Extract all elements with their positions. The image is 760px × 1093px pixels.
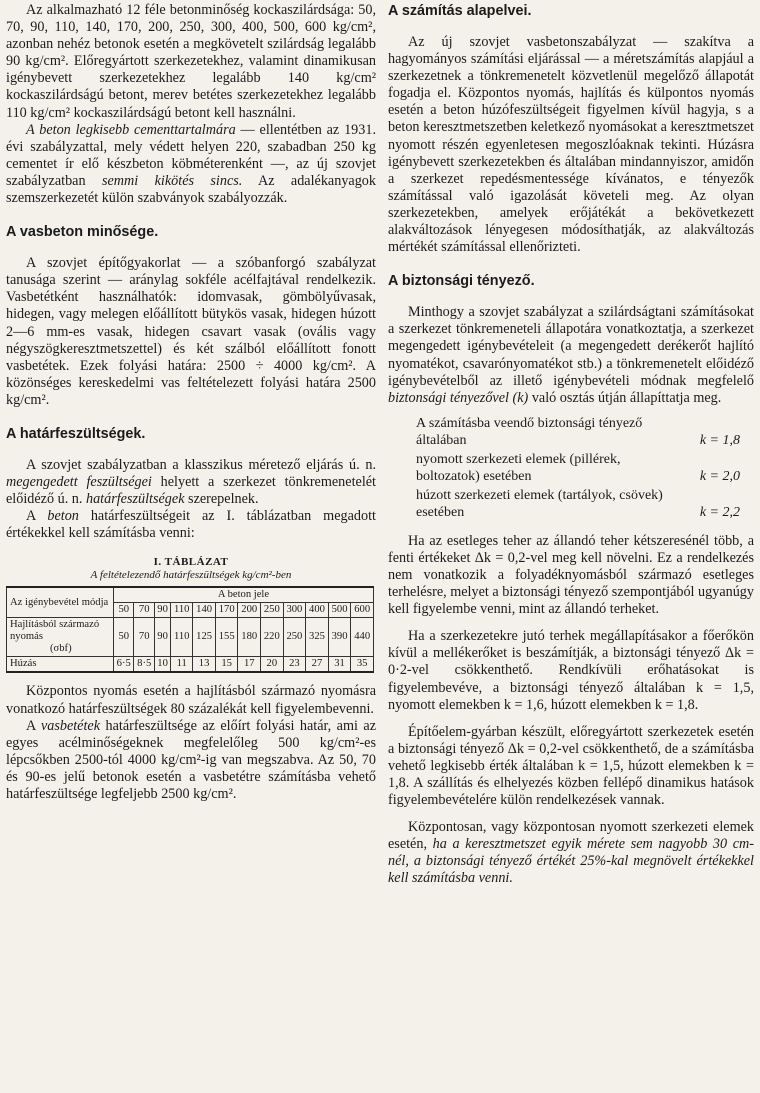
table-cell: 70: [134, 618, 154, 657]
paragraph-small-sections: [388, 819, 754, 887]
table-grade-cell: 110: [171, 603, 193, 618]
limit-text-b: megengedett feszültségei: [6, 474, 152, 491]
table-grade-cell: 200: [238, 603, 261, 618]
table-cell: 250: [283, 618, 306, 657]
concrete-limit-c: határfeszültségeit az I. táblázatban megadott értékekkel kell számításba venni:: [6, 508, 376, 542]
limit-stress-table: [6, 586, 374, 673]
table-grade-cell: 50: [114, 603, 134, 618]
k1-text: A számításba veendő biztonsági tényező általában: [416, 415, 643, 448]
table-cell: 325: [306, 618, 329, 657]
small-b: ha a keresztmetszet egyik mérete sem nagyobb 30 cm-nél, a biztonsági tényező értékét 25%-kal megnövelt értékekkel kell számításba venni.: [388, 836, 755, 887]
table-grade-cell: 500: [328, 603, 351, 618]
table-row: [7, 618, 374, 657]
heading-safety-factor: A biztonsági tényező.: [388, 273, 535, 290]
small-a: Központosan, vagy központosan nyomott szerkezeti elemek esetén,: [388, 819, 754, 853]
k3-value: k = 2,2: [699, 504, 740, 520]
safety-factor-list: [416, 415, 748, 521]
table-grade-cell: 400: [306, 603, 329, 618]
table-cell: 23: [283, 657, 306, 673]
table-cell: 11: [171, 657, 193, 673]
paragraph-concrete-limit: [6, 508, 376, 542]
paragraph-secondary-forces: Ha a szerkezetekre jutó terhek megállapításakor a főerőkön kívül a mellékerőket is beszámítják, a biztonsági tényező Δk = 0·2-vel csökkenthető. Rendkívüli erőhatásokat is figyelembevéve, a biztonsági tényező általában k = 1,5, nyomott elemekben k = 1,6, húzott elemekben k = 1,8.: [388, 628, 754, 713]
table-grade-cell: 140: [193, 603, 216, 618]
cement-content-text: — ellentétben az 1931. évi szabályzattal, mely védett helyen 220, szabadban 250 kg cementet ír elő készbeton köbméterenként —, az új szovjet szabályzatban: [6, 121, 376, 189]
table-cell: 13: [193, 657, 216, 673]
safety-factor-tension: [416, 487, 748, 521]
safety-c: való osztás útján állapíttatja meg.: [528, 389, 722, 406]
table-cell: 35: [351, 657, 374, 673]
cement-content-heading: A beton legkisebb cementtartalmára: [26, 121, 236, 138]
paragraph-cement-content: [6, 122, 376, 207]
table-cell: 15: [215, 657, 238, 673]
table-cell: 125: [193, 618, 216, 657]
safety-factor-compressed: [416, 451, 748, 485]
paragraph-safety-factor: [388, 304, 754, 407]
table-cell: 90: [154, 618, 170, 657]
cement-content-tail: Az adalékanyagok szemszerkezetét külön szabványok szabályozzák.: [6, 172, 376, 207]
paragraph-prefabricated: Építőelem-gyárban készült, előregyártott szerkezetek esetén a biztonsági tényező Δk = 0,2-vel csökkenthető, de a számításba vehető legkisebb érték általában k = 1,5, húzott elemekben k = 1,8. A szállítás és elhelyezés közben fellépő dinamikus hatások figyelembevételére külön rendelkezések vannak.: [388, 723, 754, 809]
table-cell: 50: [114, 618, 134, 657]
table-cell: 110: [171, 618, 193, 657]
table-row-label: [7, 618, 114, 657]
k3-text: húzott szerkezeti elemek (tartályok, csövek) esetében: [416, 487, 663, 520]
heading-limit-stresses: A határfeszültségek.: [6, 425, 146, 442]
table-grade-cell: 90: [154, 603, 170, 618]
safety-factor-general: [416, 415, 748, 449]
table-grade-cell: 70: [134, 603, 154, 618]
row1-label: Hajlításból származó nyomás: [10, 619, 100, 643]
paragraph-calculation-principles: Az új szovjet vasbetonszabályzat — szakítva a hagyományos számítási eljárással — a méretszámítás alapjául a szerkezetnek a tönkremenetelt közvetlenül megelőző állapotát fogadja el. Központos nyomás, hajlítás és külpontos nyomás esetén a beton húzófeszültségeit figyelmen kívül hagyja, s a beton keresztmetszetben keletkező nyomásokat a keresztmetszet nyomott részén egyenletesen megoszlóaknak tekinti. Húzásra igénybevett szerkezetekben és általában mindannyiszor, amidőn a szerkezet repedésmentessége kívánatos, e tényezők számítással való igazolását követeli meg. Az olyan szerkezetekben, amelyek erőjátékát a bekövetkezett alakváltozások lényegesen módosíthatják, az alakváltozás mértékét számítással ellenőrizteti.: [388, 34, 754, 256]
table-cell: 31: [328, 657, 351, 673]
table-grade-cell: 300: [283, 603, 306, 618]
safety-a: Minthogy a szovjet szabályzat a szilárdságtani számításokat a szerkezet tönkremeneteli állapotára vonatkoztatja, a szerkezet megengedett igénybevételeit (a megengedett derékerőt hajlító nyomatékot, csavarónyomatékot stb.) a tönkremenetelt előidéző igénybevételből az illető igénybevételi módnak megfelelő: [388, 304, 754, 389]
reinf-c: határfeszültsége az előírt folyási határ, ami az egyes acélminőségeknek megfelelőleg 500 kg/cm²-es lépcsőkben 2500-tól 4000 kg/cm²-ig van megszabva. Az 50, 70 és 90-es jelű betonok esetén a vasbetétre számításba vehető határfeszültsége legfeljebb 2500 kg/cm².: [6, 717, 376, 802]
paragraph-steel-types: A szovjet építőgyakorlat — a szóbanforgó szabályzat tanusága szerint — aránylag sokféle acélfajtával rendelkezik. Vasbetétként használhatók: idomvasak, gömbölyűvasak, hidegen, vagy melegen előállított bütykös vasak, hidegen húzott 2—6 mm-es vasak, hidegen csavart vasak (ovális vagy négyszögkeresztmetszettel) és két szálból előállított fonott vasbetétek. Ezek folyási határa: 2500 ÷ 4000 kg/cm². A közönséges kereskedelmi vas feltételezett folyási határa 2500 kg/cm².: [6, 255, 376, 408]
table-cell: 155: [215, 618, 238, 657]
heading-calculation-principles: A számítás alapelvei.: [388, 3, 532, 19]
table-column-label: Az igénybevétel módja: [7, 587, 114, 618]
table-cell: 8·5: [134, 657, 154, 673]
table-grade-cell: 170: [215, 603, 238, 618]
table-cell: 17: [238, 657, 261, 673]
table-subtitle: A feltételezendő határfeszültségek kg/cm²-ben: [90, 569, 292, 582]
table-cell: 390: [328, 618, 351, 657]
k2-value: k = 2,0: [699, 468, 740, 484]
limit-text-e: szerepelnek.: [184, 491, 259, 508]
table-title: I. TÁBLÁZAT: [153, 556, 229, 569]
limit-text-c: helyett a szerkezet tönkremenetelét előidéző ú. n.: [6, 474, 376, 508]
table-cell: 10: [154, 657, 170, 673]
table-cell: 220: [261, 618, 284, 657]
right-column: [388, 2, 754, 888]
reinf-b: vasbetétek: [40, 717, 101, 734]
limit-text-d: határfeszültségek: [85, 491, 185, 508]
k1-value: k = 1,8: [699, 432, 740, 448]
paragraph-reinforcement-limit: [6, 718, 376, 803]
concrete-limit-b: beton: [47, 508, 79, 525]
table-cell: 27: [306, 657, 329, 673]
table-row-label: Húzás: [7, 657, 114, 673]
reinf-a: A: [26, 717, 41, 734]
paragraph-concrete-grades: Az alkalmazható 12 féle betonminőség kockaszilárdsága: 50, 70, 90, 110, 140, 170, 200, 250, 300, 400, 500, 600 kg/cm², azonban nehéz betonok esetén a megkövetelt szilárdság legalább 90 kg/cm². Előregyártott szerkezetekhez, valamint dinamikusan igénybevett szerkezetekhez legalább 140 kg/cm² kockaszilárdságú betont, merev betétes szerkezetekhez legalább 110 kg/cm² kockaszilárdságú betont kell használni.: [6, 2, 376, 121]
cement-content-emphasis: semmi kikötés sincs.: [101, 172, 243, 189]
k2-text: nyomott szerkezeti elemek (pillérek, boltozatok) esetében: [416, 451, 621, 484]
paragraph-limit-stresses: [6, 457, 376, 508]
left-column: [6, 2, 376, 803]
safety-b: biztonsági tényezővel (k): [388, 389, 529, 406]
paragraph-central-compression: Központos nyomás esetén a hajlításból származó nyomásra vonatkozó határfeszültségek 80 százalékát kell figyelembevenni.: [6, 683, 376, 717]
table-cell: 180: [238, 618, 261, 657]
table-cell: 440: [351, 618, 374, 657]
table-group-header: A beton jele: [114, 587, 374, 603]
concrete-limit-a: A: [26, 508, 48, 525]
table-grade-cell: 600: [351, 603, 374, 618]
table-cell: 6·5: [114, 657, 134, 673]
table-cell: 20: [261, 657, 284, 673]
heading-reinforced-concrete-quality: A vasbeton minősége.: [6, 224, 159, 241]
paragraph-variable-load: Ha az esetleges teher az állandó teher kétszeresénél több, a fenti értékeket Δk = 0,2-vel meg kell növelni. Ez a rendelkezés nem vonatkozik a folyadéknyomásból származó esetleges terhelésre, melyet a biztonsági tényező szempontjából ugyanúgy kell figyelembe venni, mint az állandó terheket.: [388, 532, 754, 618]
table-grade-cell: 250: [261, 603, 284, 618]
limit-text-a: A szovjet szabályzatban a klasszikus méretező eljárás ú. n.: [26, 456, 376, 473]
table-row: [7, 657, 374, 673]
row1-symbol: (σbf): [50, 643, 72, 655]
